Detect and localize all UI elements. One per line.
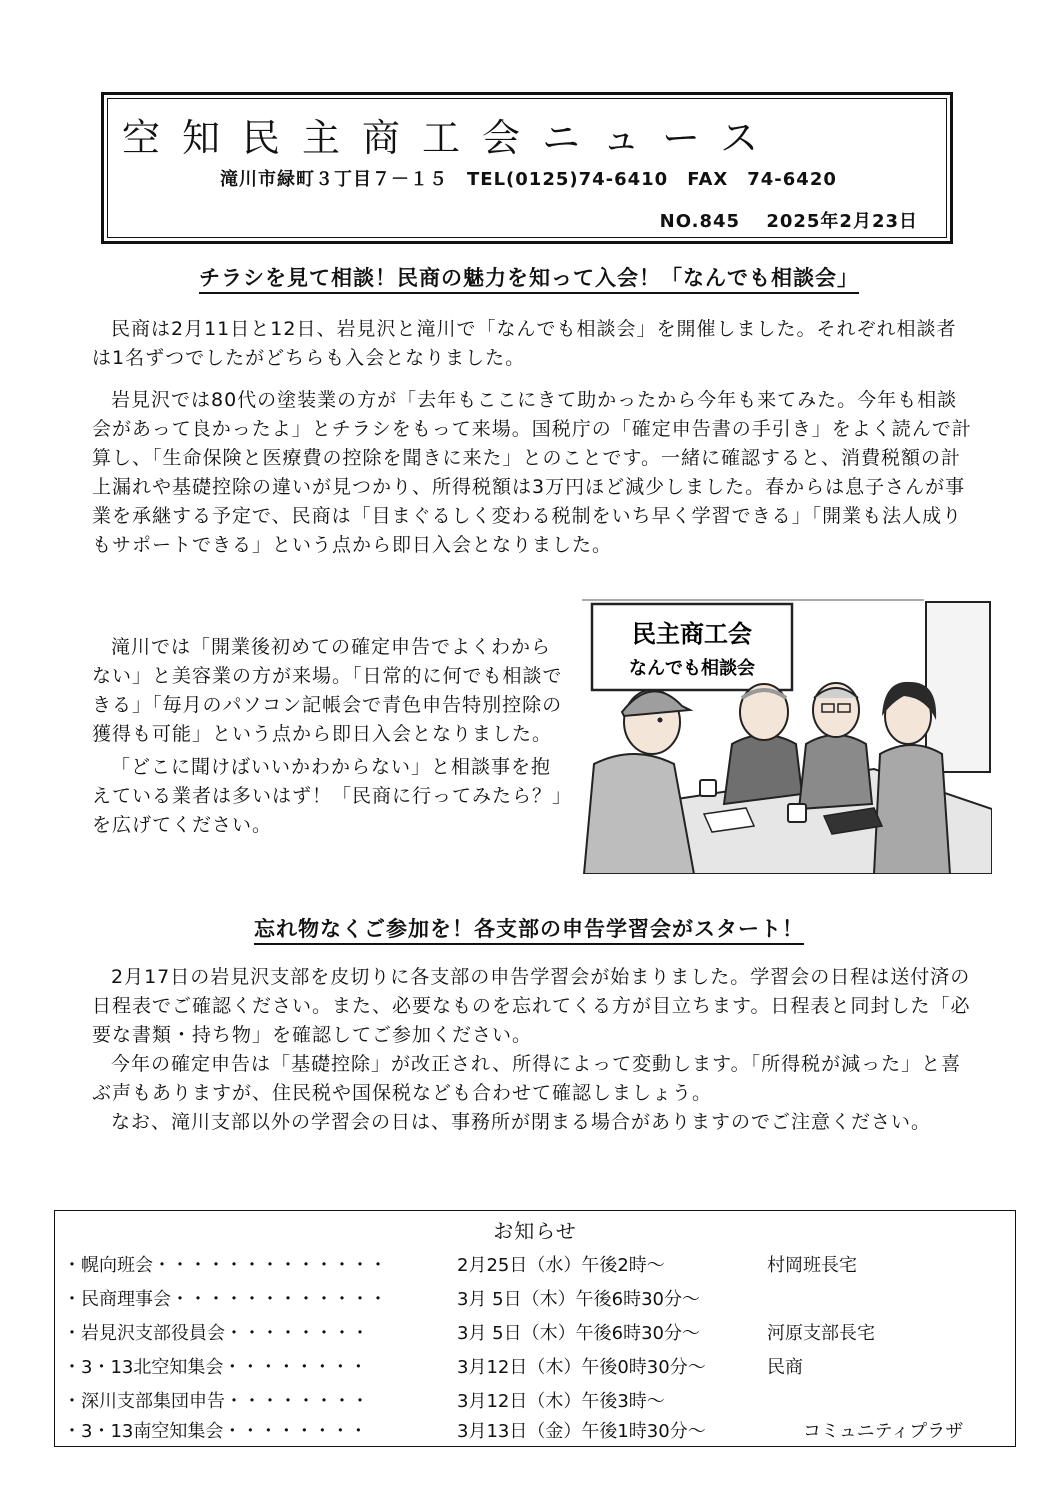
newsletter-title: 空知民主商工会ニュース xyxy=(122,116,781,160)
paragraph: 滝川では「開業後初めての確定申告でよくわからない」と美容業の方が来場。「日常的に何でも相談できる」「毎月のパソコン記帳会で青色申告特別控除の獲得も可能」という点から即日入会となりました。 xyxy=(92,636,563,745)
notice-location: コミュニティプラザ xyxy=(803,1421,964,1442)
notice-location: 村岡班長宅 xyxy=(767,1255,857,1276)
paragraph: 岩見沢では80代の塗装業の方が「去年もここにきて助かったから今年も来てみた。今年も相談会があって良かったよ」とチラシをもって来場。国税庁の「確定申告書の手引き」をよく読んで計算し、「生命保険と医療費の控除を聞きに来た」とのことです。一緒に確認すると、消費税額の計上漏れや基礎控除の違いが見つかり、所得税額は3万円ほど減少しました。春からは息子さんが事業を承継する予定で、民商は「目まぐるしく変わる税制をいち早く学習できる」「開業も法人成りもサポートできる」という点から即日入会となりました。 xyxy=(92,389,972,556)
notice-datetime: 3月12日（木）午後0時30分～ xyxy=(457,1357,706,1378)
notices-box xyxy=(54,1210,1016,1447)
sign-line2: なんでも相談会 xyxy=(629,658,755,679)
article2-headline xyxy=(0,913,1058,943)
notices-title: お知らせ xyxy=(493,1219,577,1243)
cup-icon xyxy=(788,804,806,822)
paragraph: 「どこに聞けばいいかわからない」と相談事を抱えている業者は多いはず！「民商に行ってみたら？」を広げてください。 xyxy=(92,756,563,836)
notice-event: ・深川支部集団申告・・・・・・・・ xyxy=(63,1391,369,1412)
contact-line: 滝川市緑町３丁目７－１５ TEL(0125)74-6410 FAX 74-6420 xyxy=(220,169,837,190)
article1-headline-text: チラシを見て相談！民商の魅力を知って入会！「なんでも相談会」 xyxy=(199,266,859,294)
sign-line1: 民主商工会 xyxy=(632,620,752,648)
article1-headline xyxy=(0,262,1058,292)
notice-event: ・民商理事会・・・・・・・・・・・・ xyxy=(63,1289,387,1310)
notice-datetime: 3月 5日（木）午後6時30分～ xyxy=(457,1289,700,1310)
issue-number-date: NO.845 2025年2月23日 xyxy=(659,211,918,232)
article2-body xyxy=(92,963,972,1137)
article1-intro xyxy=(92,315,972,560)
notice-event: ・幌向班会・・・・・・・・・・・・・ xyxy=(63,1255,387,1276)
paragraph: 2月17日の岩見沢支部を皮切りに各支部の申告学習会が始まりました。学習会の日程は送付済の日程表でご確認ください。また、必要なものを忘れてくる方が目立ちます。日程表と同封した「必要な書類・持ち物」を確認してご参加ください。 xyxy=(92,966,971,1046)
notice-location: 河原支部長宅 xyxy=(767,1323,875,1344)
paragraph: 民商は2月11日と12日、岩見沢と滝川で「なんでも相談会」を開催しました。それぞれ相談者は1名ずつでしたがどちらも入会となりました。 xyxy=(92,318,957,369)
notice-event: ・3・13南空知集会・・・・・・・・ xyxy=(63,1421,368,1442)
article1-left-column xyxy=(92,633,568,840)
paragraph: 今年の確定申告は「基礎控除」が改正され、所得によって変動します。「所得税が減った」と喜ぶ声もありますが、住民税や国保税なども合わせて確認しましょう。 xyxy=(92,1053,962,1104)
notice-event: ・岩見沢支部役員会・・・・・・・・ xyxy=(63,1323,369,1344)
notice-datetime: 3月12日（木）午後3時～ xyxy=(457,1391,665,1412)
masthead-inner-frame xyxy=(107,98,947,238)
notice-location: 民商 xyxy=(767,1357,803,1378)
cup-icon xyxy=(700,780,716,796)
consultation-illustration xyxy=(574,594,992,874)
notice-datetime: 2月25日（水）午後2時～ xyxy=(457,1255,665,1276)
article2-headline-text: 忘れ物なくご参加を！各支部の申告学習会がスタート！ xyxy=(254,917,804,945)
notice-event: ・3・13北空知集会・・・・・・・・ xyxy=(63,1357,368,1378)
masthead xyxy=(101,92,953,244)
notice-datetime: 3月13日（金）午後1時30分～ xyxy=(457,1421,706,1442)
notice-datetime: 3月 5日（木）午後6時30分～ xyxy=(457,1323,700,1344)
paragraph: なお、滝川支部以外の学習会の日は、事務所が閉まる場合がありますのでご注意ください。 xyxy=(111,1111,932,1133)
